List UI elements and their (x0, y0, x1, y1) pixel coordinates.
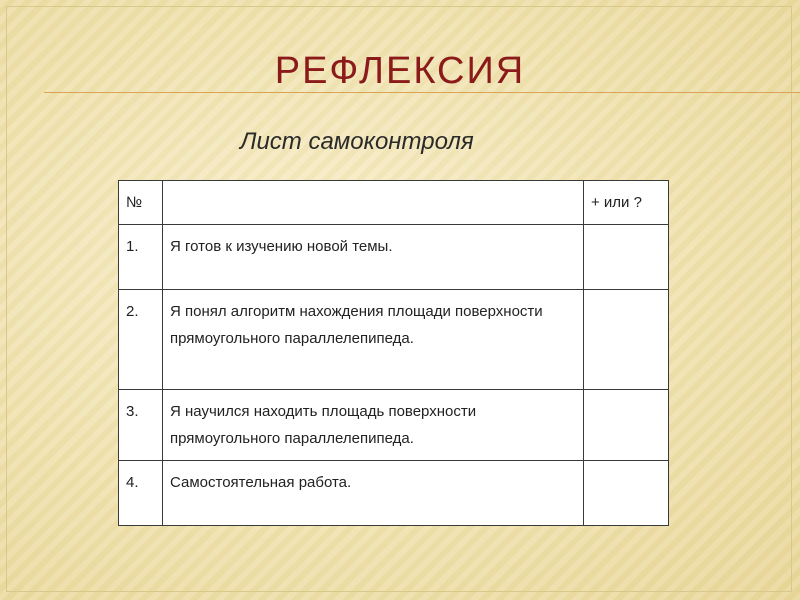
table-row (119, 290, 669, 390)
header-mark: + или ? (584, 181, 669, 225)
header-number: № (119, 181, 163, 225)
row-statement: Я понял алгоритм нахождения площади поверхности прямоугольного параллелепипеда. (163, 290, 584, 390)
table-row (119, 225, 669, 290)
slide-subtitle: Лист самоконтроля (240, 128, 474, 155)
title-underline (44, 92, 800, 93)
row-mark-cell[interactable] (584, 290, 669, 390)
table-header-row (119, 181, 669, 225)
row-number: 3. (119, 390, 163, 461)
row-mark-cell[interactable] (584, 390, 669, 461)
row-statement: Я готов к изучению новой темы. (163, 225, 584, 290)
row-number: 1. (119, 225, 163, 290)
slide-title: РЕФЛЕКСИЯ (274, 50, 526, 92)
row-statement: Я научился находить площадь поверхности прямоугольного параллелепипеда. (163, 390, 584, 461)
table-row (119, 390, 669, 461)
header-statement (163, 181, 584, 225)
row-mark-cell[interactable] (584, 225, 669, 290)
row-statement: Самостоятельная работа. (163, 461, 584, 526)
self-control-table (118, 180, 669, 526)
row-mark-cell[interactable] (584, 461, 669, 526)
table-row (119, 461, 669, 526)
row-number: 2. (119, 290, 163, 390)
row-number: 4. (119, 461, 163, 526)
